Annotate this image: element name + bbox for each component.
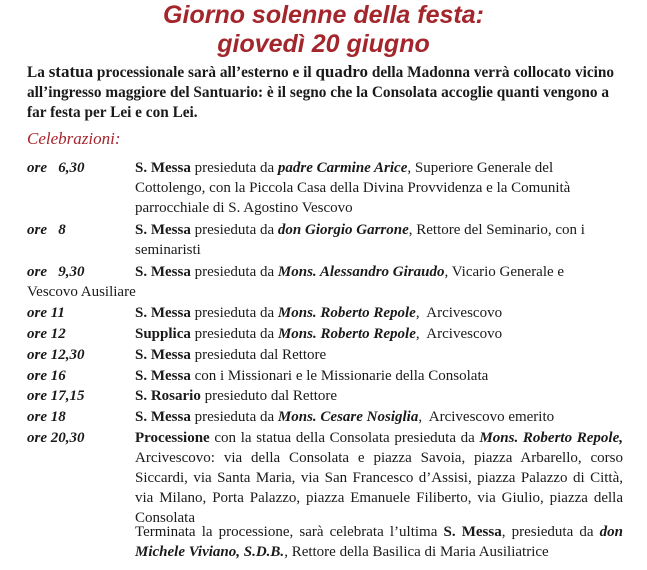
intro-text-3: della Madonna verrà collocato vicino all’ingresso maggiore del Santuario: è il segno che la Consolata accoglie quanti vengono a far festa per Lei e con Lei. bbox=[27, 64, 615, 121]
schedule-description bbox=[135, 345, 623, 365]
event-title: S. Messa bbox=[135, 264, 191, 280]
event-title: Supplica bbox=[135, 326, 191, 342]
event-text: con i Missionari e le Missionarie della Consolata bbox=[190, 368, 489, 384]
event-celebrant: Mons. Roberto Repole bbox=[277, 305, 416, 321]
schedule-description bbox=[135, 407, 623, 427]
schedule-time: ore 11 bbox=[27, 305, 65, 321]
event-title: Processione bbox=[135, 430, 210, 446]
event-celebrant: padre Carmine Arice bbox=[277, 160, 408, 176]
schedule-time: ore 6,30 bbox=[27, 160, 85, 176]
schedule-description bbox=[135, 366, 623, 386]
event-title: S. Messa bbox=[135, 222, 191, 238]
event-text: presieduta da bbox=[190, 305, 278, 321]
intro-paragraph bbox=[27, 62, 627, 123]
schedule-time: ore 12,30 bbox=[27, 347, 85, 363]
event-title: S. Rosario bbox=[135, 388, 201, 404]
event-text: , Superiore Generale del Cottolengo, con la Piccola Casa della Divina Provvidenza e la Comunità parrocchiale di S. Agostino Vescovo bbox=[135, 160, 571, 216]
schedule-description bbox=[135, 428, 623, 528]
event-text: , Arcivescovo bbox=[415, 326, 503, 342]
final-text: , Rettore della Basilica di Maria Ausiliatrice bbox=[284, 544, 549, 560]
event-text: presieduta da bbox=[190, 160, 278, 176]
event-celebrant: Mons. Alessandro Giraudo bbox=[277, 264, 445, 280]
schedule-time: ore 12 bbox=[27, 326, 66, 342]
event-celebrant: Mons. Cesare Nosiglia bbox=[277, 409, 419, 425]
schedule-description bbox=[135, 220, 623, 260]
event-text: , Vicario Generale e bbox=[444, 264, 565, 280]
event-text: presieduta da bbox=[190, 326, 278, 342]
final-celebrant: don Michele Viviano, S.D.B. bbox=[135, 524, 623, 560]
final-text: Terminata la processione, sarà celebrata l’ultima bbox=[135, 524, 444, 540]
schedule-time: ore 9,30 bbox=[27, 264, 85, 280]
event-text: , Arcivescovo bbox=[415, 305, 503, 321]
intro-text-2: processionale sarà all’esterno e il bbox=[93, 64, 316, 81]
schedule-description bbox=[135, 303, 623, 323]
schedule-time: ore 20,30 bbox=[27, 430, 85, 446]
final-note bbox=[135, 522, 623, 562]
celebrazioni-heading bbox=[27, 128, 121, 150]
schedule-description bbox=[135, 262, 610, 282]
event-title: S. Messa bbox=[135, 160, 191, 176]
event-text: presieduta da bbox=[190, 264, 278, 280]
event-text: con la statua della Consolata presieduta da bbox=[209, 430, 480, 446]
event-celebrant: Mons. Roberto Repole bbox=[277, 326, 416, 342]
final-text: , presieduta da bbox=[501, 524, 600, 540]
event-text: presieduta da bbox=[190, 409, 278, 425]
schedule-description bbox=[135, 386, 623, 406]
page-title-line-1: Giorno solenne della festa: bbox=[163, 1, 484, 29]
event-title: S. Messa bbox=[135, 368, 191, 384]
event-title: S. Messa bbox=[135, 409, 191, 425]
event-text: , Arcivescovo emerito bbox=[418, 409, 555, 425]
event-text: presieduto dal Rettore bbox=[200, 388, 338, 404]
event-text: presieduta dal Rettore bbox=[190, 347, 327, 363]
event-text: , Rettore del Seminario, con i seminaristi bbox=[135, 222, 585, 258]
final-event-title: S. Messa bbox=[443, 524, 502, 540]
schedule-time: ore 17,15 bbox=[27, 388, 85, 404]
event-text: Arcivescovo: via della Consolata e piazza Savoia, piazza Arbarello, corso Siccardi, via Santa Maria, via San Francesco d’Assisi, piazza Palazzo di Città, via Milano, Porta Palazzo, piazza Emanuele Filiberto, via Giulio, piazza della Consolata bbox=[135, 450, 623, 526]
event-title: S. Messa bbox=[135, 347, 191, 363]
event-title: S. Messa bbox=[135, 305, 191, 321]
schedule-description bbox=[135, 324, 623, 344]
intro-keyword-quadro: quadro bbox=[315, 62, 369, 81]
schedule-time: ore 8 bbox=[27, 222, 66, 238]
schedule-time: ore 16 bbox=[27, 368, 66, 384]
event-celebrant: don Giorgio Garrone bbox=[277, 222, 409, 238]
event-text: presieduta da bbox=[190, 222, 278, 238]
celebrazioni-colon: : bbox=[114, 129, 121, 148]
event-celebrant: Mons. Roberto Repole, bbox=[479, 430, 623, 446]
schedule-time: ore 18 bbox=[27, 409, 66, 425]
celebrazioni-label: Celebrazioni bbox=[27, 129, 115, 148]
schedule-description bbox=[135, 158, 623, 218]
schedule-continuation: Vescovo Ausiliare bbox=[27, 284, 136, 300]
page-title-line-2: giovedì 20 giugno bbox=[217, 30, 430, 58]
intro-keyword-statua: statua bbox=[48, 62, 94, 81]
intro-text-1: La bbox=[27, 64, 49, 81]
